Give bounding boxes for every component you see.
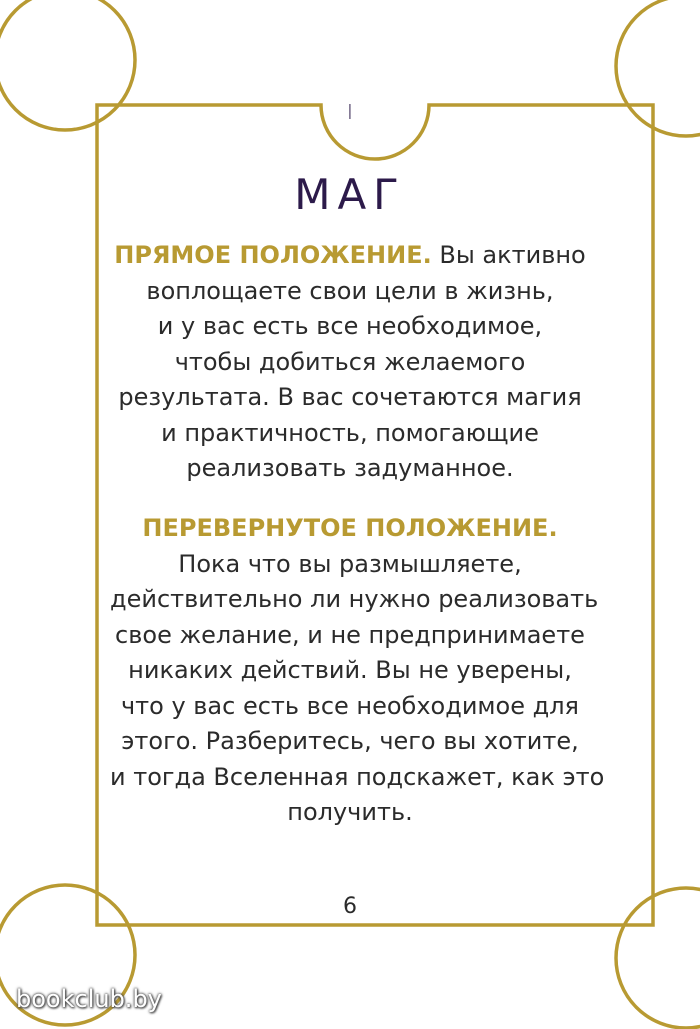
reversed-heading: ПЕРЕВЕРНУТОЕ ПОЛОЖЕНИЕ. (142, 514, 558, 542)
reversed-line: и тогда Вселенная подскажет, как это (110, 762, 605, 791)
upright-line: и у вас есть все необходимое, (157, 312, 543, 340)
arcana-number: I (347, 100, 353, 124)
reversed-line: Пока что вы размышляете, (178, 549, 522, 578)
reversed-line: что у вас есть все необходимое для (120, 691, 579, 720)
upright-first-line (110, 238, 590, 274)
reversed-line: получить. (287, 798, 413, 826)
upright-heading: ПРЯМОЕ ПОЛОЖЕНИЕ. (114, 241, 432, 269)
reversed-meaning (110, 511, 605, 831)
upright-line: реализовать задуманное. (186, 454, 514, 482)
upright-meaning (110, 238, 590, 487)
upright-line: результата. В вас сочетаются магия (118, 383, 582, 411)
reversed-line: этого. Разберитесь, чего вы хотите, (121, 727, 579, 755)
upright-line: чтобы добиться желаемого (174, 347, 526, 376)
reversed-line: действительно ли нужно реализовать (110, 585, 599, 613)
upright-line: и практичность, помогающие (161, 418, 539, 447)
upright-first-line-rest: Вы активно (431, 241, 586, 269)
reversed-line: свое желание, и не предпринимаете (115, 620, 585, 649)
page-number: 6 (343, 894, 357, 919)
reversed-line: никаких действий. Вы не уверены, (128, 656, 572, 684)
card-title: МАГ (294, 170, 406, 219)
watermark: bookclub.by (16, 985, 162, 1013)
upright-line: воплощаете свои цели в жизнь, (146, 276, 554, 305)
